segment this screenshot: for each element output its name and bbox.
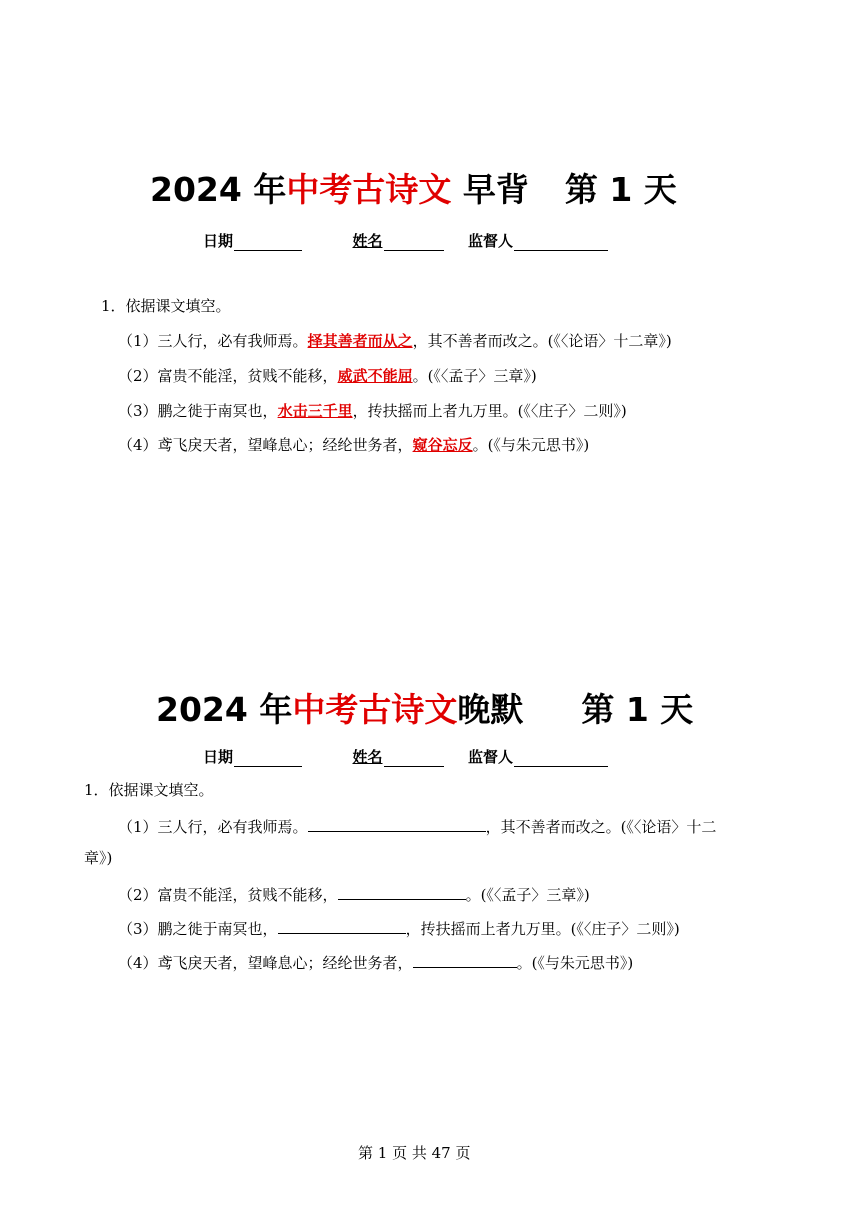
item-text: 富贵不能淫，贫贱不能移， <box>157 886 338 904</box>
supervisor-label: 监督人 <box>467 748 513 766</box>
date-label: 日期 <box>203 232 234 250</box>
date-field[interactable] <box>234 749 302 767</box>
answer-blank[interactable] <box>413 951 517 968</box>
evening-title-mode: 晚默 <box>457 690 524 729</box>
item-text: 鸢飞戾天者，望峰息心；经纶世务者， <box>157 436 413 454</box>
answer-text: 窥谷忘反 <box>412 436 473 454</box>
evening-title <box>156 684 693 731</box>
supervisor-field[interactable] <box>514 749 608 767</box>
item-text: 鹏之徙于南冥也， <box>157 920 278 938</box>
name-field[interactable] <box>384 233 444 251</box>
evening-title-year: 2024 年 <box>156 690 293 729</box>
evening-item-1-wrap: 章》) <box>84 849 113 867</box>
morning-item-4 <box>118 435 589 455</box>
answer-text: 择其善者而从之 <box>307 332 413 350</box>
item-text: 鹏之徙于南冥也， <box>157 402 278 420</box>
item-number: （3） <box>118 920 158 938</box>
date-field[interactable] <box>234 233 302 251</box>
morning-title-day: 第 1 天 <box>564 170 677 209</box>
evening-item-3 <box>118 917 680 939</box>
item-text: 三人行，必有我师焉。 <box>157 818 308 836</box>
morning-title-year: 2024 年 <box>150 170 287 209</box>
item-source: 。(《〈孟子〉三章》) <box>412 367 537 385</box>
answer-text: 威武不能屈 <box>337 367 413 385</box>
answer-blank[interactable] <box>308 815 486 832</box>
date-label: 日期 <box>203 748 234 766</box>
item-source: ，其不善者而改之。(《〈论语〉十二 <box>485 818 717 836</box>
item-number: （1） <box>118 332 158 350</box>
item-source: ，抟扶摇而上者九万里。(《〈庄子〉二则》) <box>352 402 627 420</box>
name-field[interactable] <box>384 749 444 767</box>
morning-title <box>150 164 677 211</box>
morning-question-title: 1．依据课文填空。 <box>101 297 231 315</box>
item-text: 三人行，必有我师焉。 <box>157 332 308 350</box>
item-number: （2） <box>118 367 158 385</box>
item-number: （3） <box>118 402 158 420</box>
item-text: 鸢飞戾天者，望峰息心；经纶世务者， <box>157 954 413 972</box>
evening-meta-row <box>203 746 608 767</box>
evening-question-title: 1．依据课文填空。 <box>84 781 214 799</box>
morning-item-3 <box>118 401 627 421</box>
item-text: 富贵不能淫，贫贱不能移， <box>157 367 338 385</box>
morning-meta-row <box>203 230 608 251</box>
answer-text: 水击三千里 <box>277 402 353 420</box>
evening-item-1 <box>118 815 716 837</box>
page-footer: 第 1 页 共 47 页 <box>358 1144 471 1162</box>
name-label: 姓名 <box>352 748 383 766</box>
morning-item-2 <box>118 366 537 386</box>
item-source: 。(《与朱元思书》) <box>472 436 590 454</box>
morning-item-1 <box>118 331 672 351</box>
answer-blank[interactable] <box>338 883 466 900</box>
evening-item-2 <box>118 883 590 905</box>
item-number: （4） <box>118 954 158 972</box>
evening-title-highlight: 中考古诗文 <box>292 690 458 729</box>
item-source: ，其不善者而改之。(《〈论语〉十二章》) <box>412 332 672 350</box>
evening-item-4 <box>118 951 633 973</box>
item-source: 。(《〈孟子〉三章》) <box>465 886 590 904</box>
item-number: （1） <box>118 818 158 836</box>
item-source: 。(《与朱元思书》) <box>516 954 634 972</box>
name-label: 姓名 <box>352 232 383 250</box>
morning-title-mode: 早背 <box>451 170 529 209</box>
item-number: （4） <box>118 436 158 454</box>
item-source: ，抟扶摇而上者九万里。(《〈庄子〉二则》) <box>405 920 680 938</box>
morning-title-highlight: 中考古诗文 <box>286 170 452 209</box>
supervisor-label: 监督人 <box>467 232 513 250</box>
answer-blank[interactable] <box>278 917 406 934</box>
supervisor-field[interactable] <box>514 233 608 251</box>
evening-title-day: 第 1 天 <box>581 690 694 729</box>
item-number: （2） <box>118 886 158 904</box>
